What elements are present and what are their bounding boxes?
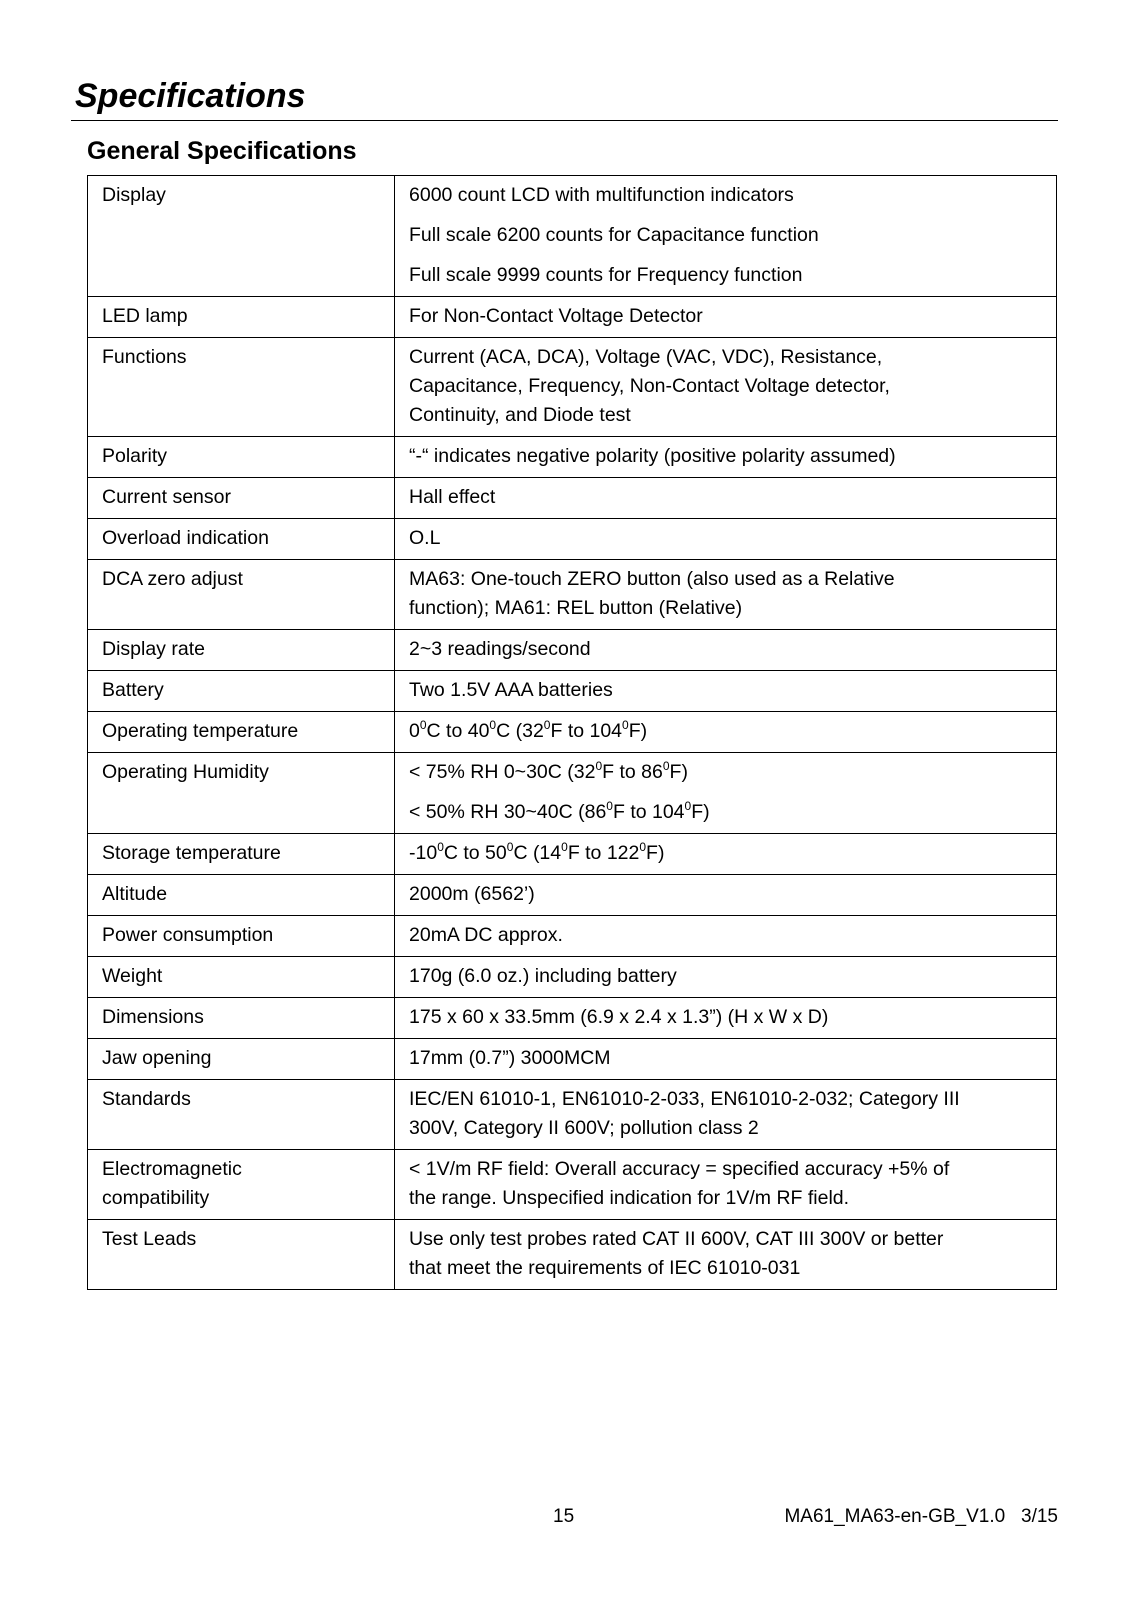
spec-row [88, 1220, 1057, 1290]
spec-value-line: MA63: One-touch ZERO button (also used as a Relative [409, 568, 895, 590]
spec-label-line: Battery [102, 679, 164, 701]
spec-label-line: DCA zero adjust [102, 568, 243, 590]
spec-row [88, 297, 1057, 338]
spec-value-line: Capacitance, Frequency, Non-Contact Voltage detector, [409, 375, 890, 397]
spec-value [395, 1220, 1057, 1290]
spec-value-line: Full scale 6200 counts for Capacitance function [409, 224, 819, 246]
section-title: General Specifications [87, 137, 357, 165]
spec-label [88, 957, 395, 998]
spec-label-line: Polarity [102, 445, 168, 467]
degree-superscript: 0 [622, 718, 629, 732]
spec-value-line: Two 1.5V AAA batteries [409, 679, 613, 701]
spec-row [88, 753, 1057, 834]
spec-label-line: Weight [102, 965, 163, 987]
spec-row [88, 1080, 1057, 1150]
degree-superscript: 0 [419, 718, 427, 732]
spec-value [395, 834, 1057, 875]
spec-value-line: 6000 count LCD with multifunction indicators [409, 184, 794, 206]
spec-value-line: 17mm (0.7”) 3000MCM [409, 1047, 611, 1069]
spec-value [395, 1039, 1057, 1080]
spec-label [88, 1080, 395, 1150]
spec-label [88, 753, 395, 834]
spec-label [88, 712, 395, 753]
spec-row [88, 916, 1057, 957]
spec-label-line: Test Leads [102, 1228, 197, 1250]
spec-label-line: Altitude [102, 883, 168, 905]
spec-label-line: Operating temperature [102, 720, 299, 742]
degree-superscript: 0 [543, 718, 551, 732]
spec-label [88, 998, 395, 1039]
spec-value-line: Hall effect [409, 486, 496, 508]
spec-value-line: Full scale 9999 counts for Frequency function [409, 264, 803, 286]
spec-label-line: Electromagnetic [102, 1158, 242, 1180]
spec-label-line: Standards [102, 1088, 191, 1110]
spec-label [88, 437, 395, 478]
footer-page-number: 15 [553, 1506, 575, 1527]
spec-value [395, 519, 1057, 560]
spec-label-line: Operating Humidity [102, 761, 269, 783]
spec-label [88, 630, 395, 671]
spec-label [88, 297, 395, 338]
spec-value [395, 478, 1057, 519]
spec-label [88, 671, 395, 712]
spec-value-line: 170g (6.0 oz.) including battery [409, 965, 677, 987]
spec-value-line: $0^0C$ to $40^0C$ ($32^0F$ to $104^0F$) [409, 718, 648, 742]
degree-superscript: 0 [489, 718, 497, 732]
spec-value-line: “-“ indicates negative polarity (positive polarity assumed) [409, 445, 896, 467]
spec-value [395, 957, 1057, 998]
degree-superscript: 0 [506, 840, 514, 854]
spec-row [88, 560, 1057, 630]
spec-value [395, 671, 1057, 712]
spec-label [88, 338, 395, 437]
spec-label-line: compatibility [102, 1187, 210, 1209]
spec-value [395, 338, 1057, 437]
spec-value [395, 712, 1057, 753]
spec-label [88, 916, 395, 957]
spec-label-line: LED lamp [102, 305, 188, 327]
degree-superscript: 0 [662, 759, 670, 773]
spec-value-line: Continuity, and Diode test [409, 404, 631, 426]
spec-value-line: $-10^0C$ to $50^0C$ ($14^0F$ to $122^0F$) [409, 840, 665, 864]
spec-value [395, 916, 1057, 957]
spec-value [395, 998, 1057, 1039]
spec-table-body [88, 176, 1057, 1290]
general-specifications-table [87, 175, 1057, 1290]
title-divider [71, 120, 1058, 121]
spec-label [88, 834, 395, 875]
spec-label [88, 176, 395, 297]
spec-value-line: 2000m (6562’) [409, 883, 535, 905]
degree-superscript: 0 [437, 840, 444, 854]
spec-label [88, 1220, 395, 1290]
spec-row [88, 1150, 1057, 1220]
degree-superscript: 0 [684, 799, 692, 813]
spec-value-line: For Non-Contact Voltage Detector [409, 305, 703, 327]
spec-label-line: Display [102, 184, 166, 206]
degree-superscript: 0 [561, 840, 568, 854]
spec-label [88, 560, 395, 630]
spec-value-line: O.L [409, 527, 441, 549]
spec-row [88, 957, 1057, 998]
spec-row [88, 437, 1057, 478]
spec-value [395, 437, 1057, 478]
spec-value-line: 20mA DC approx. [409, 924, 563, 946]
degree-superscript: 0 [595, 759, 603, 773]
spec-value [395, 560, 1057, 630]
spec-value-line: < 75% RH 0~30C ($32^0F$ to $86^0F$) [409, 759, 688, 783]
spec-value [395, 630, 1057, 671]
spec-label-line: Functions [102, 346, 187, 368]
spec-label-line: Power consumption [102, 924, 274, 946]
spec-label-line: Dimensions [102, 1006, 204, 1028]
spec-value-line: that meet the requirements of IEC 61010-031 [409, 1257, 801, 1279]
spec-value-line: 300V, Category II 600V; pollution class 2 [409, 1117, 759, 1139]
spec-value-line: function); MA61: REL button (Relative) [409, 597, 743, 619]
spec-value-line: 175 x 60 x 33.5mm (6.9 x 2.4 x 1.3”) (H x W x D) [409, 1006, 829, 1028]
degree-superscript: 0 [606, 799, 613, 813]
spec-row [88, 176, 1057, 297]
spec-row [88, 834, 1057, 875]
spec-value-line: Current (ACA, DCA), Voltage (VAC, VDC), Resistance, [409, 346, 883, 368]
spec-value [395, 297, 1057, 338]
spec-label-line: Current sensor [102, 486, 231, 508]
spec-value-line: the range. Unspecified indication for 1V/m RF field. [409, 1187, 850, 1209]
spec-label-line: Jaw opening [102, 1047, 212, 1069]
spec-row [88, 478, 1057, 519]
spec-label [88, 519, 395, 560]
spec-label-line: Overload indication [102, 527, 269, 549]
spec-row [88, 338, 1057, 437]
spec-value [395, 753, 1057, 834]
spec-label-line: Display rate [102, 638, 205, 660]
spec-label [88, 478, 395, 519]
spec-label [88, 1039, 395, 1080]
spec-value-line: < 50% RH 30~40C ($86^0F$ to $104^0F$) [409, 799, 710, 823]
spec-row [88, 671, 1057, 712]
spec-value [395, 875, 1057, 916]
spec-label [88, 875, 395, 916]
spec-row [88, 1039, 1057, 1080]
spec-value [395, 176, 1057, 297]
spec-value [395, 1150, 1057, 1220]
spec-row [88, 998, 1057, 1039]
spec-value [395, 1080, 1057, 1150]
spec-value-line: IEC/EN 61010-1, EN61010-2-033, EN61010-2-032; Category III [409, 1088, 960, 1110]
spec-row [88, 519, 1057, 560]
spec-row [88, 875, 1057, 916]
degree-superscript: 0 [639, 840, 647, 854]
spec-label [88, 1150, 395, 1220]
page-title: Specifications [75, 77, 306, 115]
spec-label-line: Storage temperature [102, 842, 281, 864]
spec-row [88, 712, 1057, 753]
spec-value-line: Use only test probes rated CAT II 600V, CAT III 300V or better [409, 1228, 944, 1250]
footer-document-id: MA61_MA63-en-GB_V1.0 3/15 [784, 1506, 1058, 1527]
spec-value-line: < 1V/m RF field: Overall accuracy = specified accuracy +5% of [409, 1158, 950, 1180]
spec-row [88, 630, 1057, 671]
spec-value-line: 2~3 readings/second [409, 638, 591, 660]
